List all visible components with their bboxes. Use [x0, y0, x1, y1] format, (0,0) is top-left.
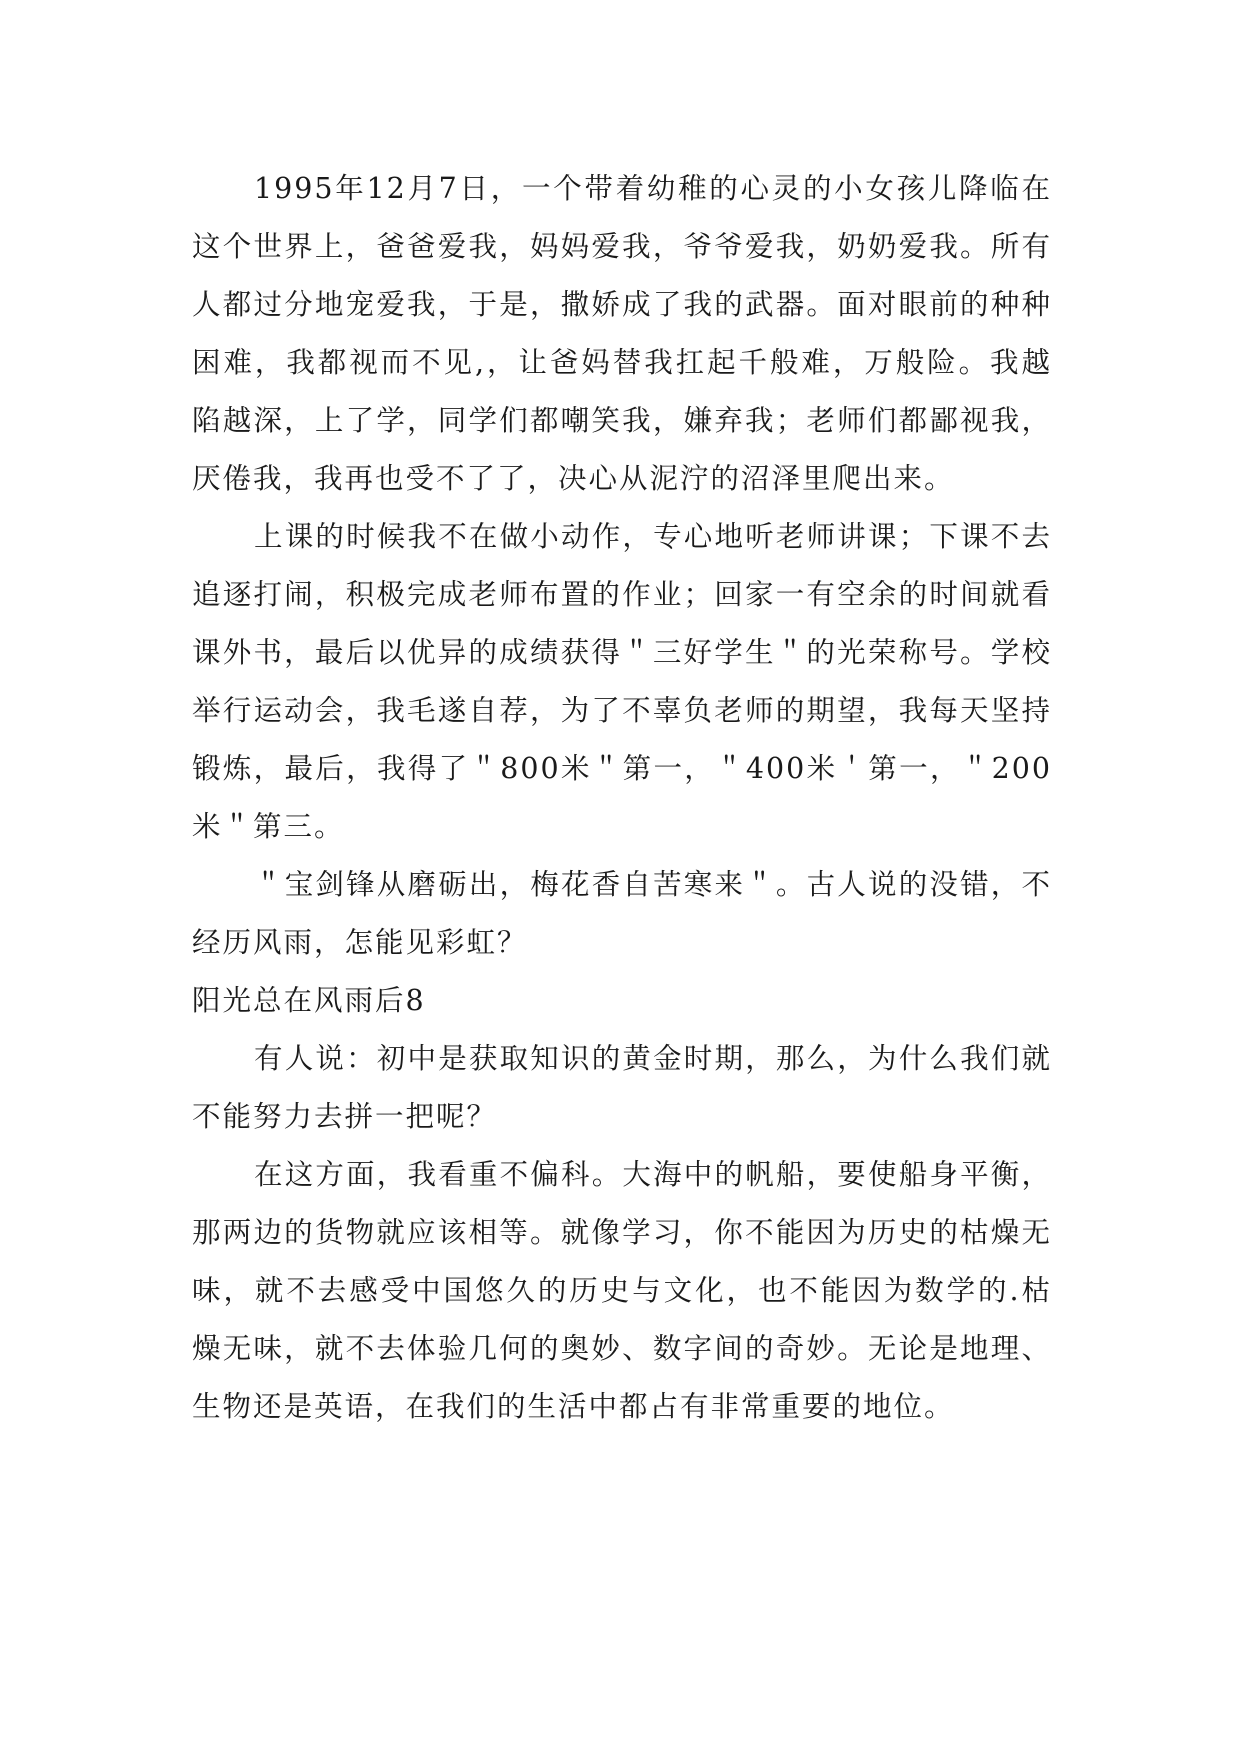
paragraph-3: ＂宝剑锋从磨砺出，梅花香自苦寒来＂。古人说的没错，不经历风雨，怎能见彩虹？ — [192, 868, 1052, 959]
section-paragraph-1: 有人说：初中是获取知识的黄金时期，那么，为什么我们就不能努力去拼一把呢？ — [192, 1042, 1052, 1133]
paragraph-1: 1995年12月7日，一个带着幼稚的心灵的小女孩儿降临在这个世界上，爸爸爱我，妈妈爱我，爷爷爱我，奶奶爱我。所有人都过分地宠爱我，于是，撒娇成了我的武器。面对眼前的种种困难，我都视而不见,，让爸妈替我扛起千般难，万般险。我越陷越深，上了学，同学们都嘲笑我，嫌弃我；老师们都鄙视我，厌倦我，我再也受不了了，决心从泥泞的沼泽里爬出来。 — [192, 172, 1052, 495]
section-title: 阳光总在风雨后8 — [192, 984, 426, 1017]
section-paragraph-2: 在这方面，我看重不偏科。大海中的帆船，要使船身平衡，那两边的货物就应该相等。就像学习，你不能因为历史的枯燥无味，就不去感受中国悠久的历史与文化，也不能因为数学的.枯燥无味，就不去体验几何的奥妙、数字间的奇妙。无论是地理、生物还是英语，在我们的生活中都占有非常重要的地位。 — [192, 1158, 1052, 1423]
paragraph-2: 上课的时候我不在做小动作，专心地听老师讲课；下课不去追逐打闹，积极完成老师布置的作业；回家一有空余的时间就看课外书，最后以优异的成绩获得＂三好学生＂的光荣称号。学校举行运动会，我毛遂自荐，为了不辜负老师的期望，我每天坚持锻炼，最后，我得了＂800米＂第一，＂400米＇第一，＂200米＂第三。 — [192, 520, 1052, 843]
document-page — [192, 160, 1052, 1436]
